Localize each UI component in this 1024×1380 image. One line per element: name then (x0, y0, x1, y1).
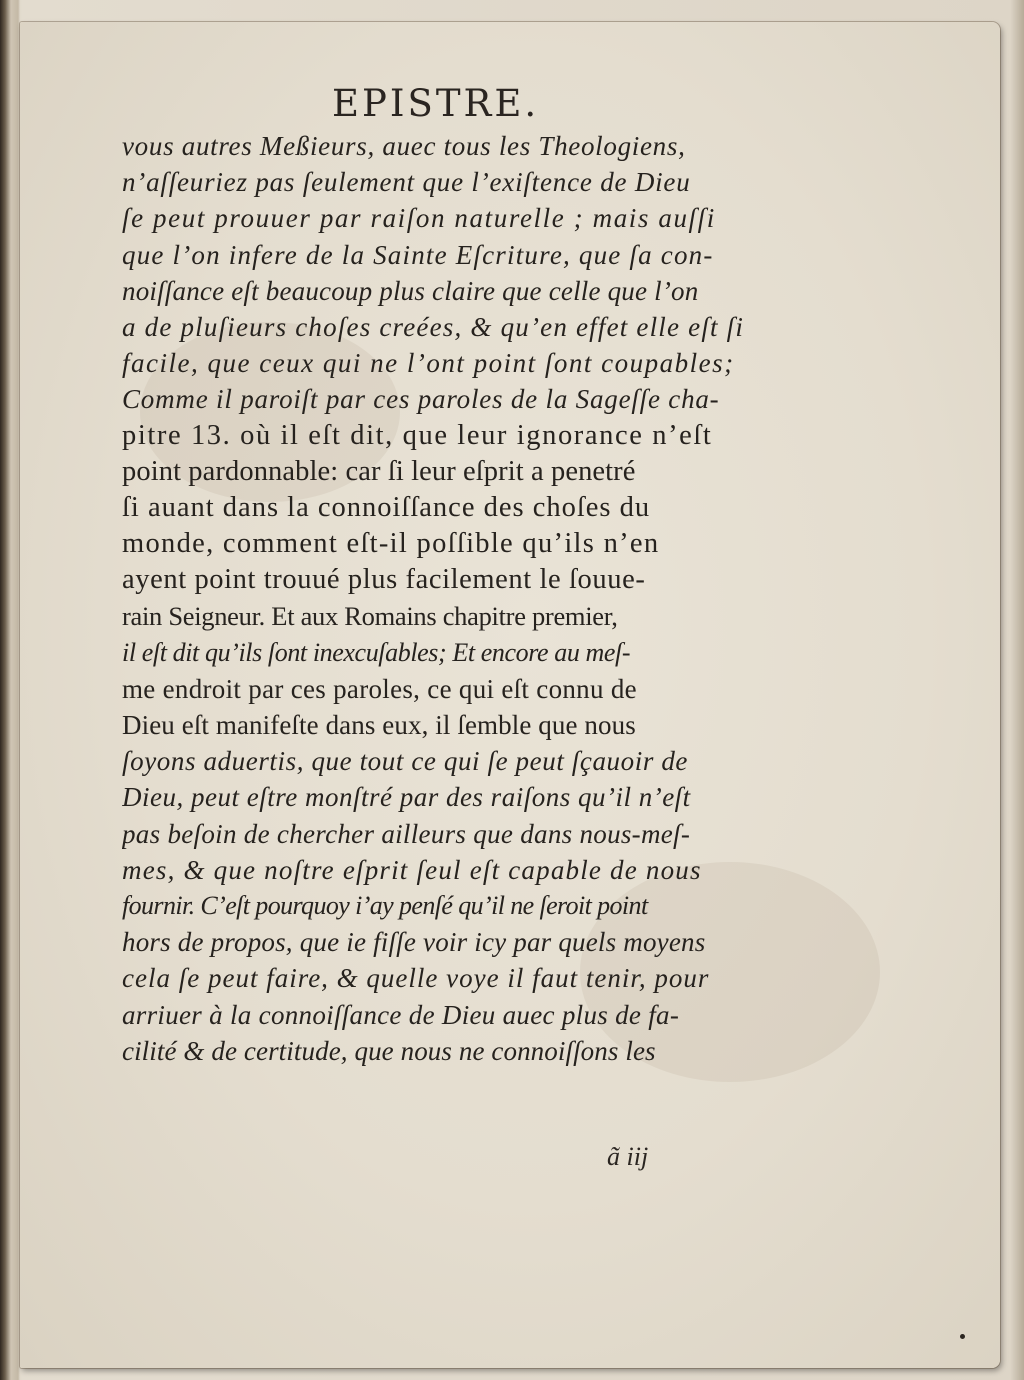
ink-speck (960, 1334, 965, 1339)
text-line: a de pluſieurs choſes creées, & qu’en effet elle eſt ſi (122, 311, 745, 342)
text-line: Comme il paroiſt par ces paroles de la Sageſſe cha- (122, 384, 720, 415)
text-line: Dieu, peut eſtre monſtré par des raiſons qu’il n’eſt (122, 782, 691, 813)
text-line: noiſſance eſt beaucoup plus claire que celle que l’on (122, 275, 699, 306)
text-line: me endroit par ces paroles, ce qui eſt connu de (122, 673, 637, 704)
book-page (20, 22, 1000, 1368)
text-line: facile, que ceux qui ne l’ont point ſont coupables; (122, 348, 735, 379)
text-line: ſi auant dans la connoiſſance des choſes du (122, 491, 651, 523)
text-line: cilité & de certitude, que nous ne connoiſſons les (122, 1035, 656, 1066)
text-line: cela ſe peut faire, & quelle voye il faut tenir, pour (122, 963, 710, 994)
text-line: fournir. C’eſt pourquoy i’ay penſé qu’il ne ſeroit point (122, 890, 648, 920)
text-line: n’aſſeuriez pas ſeulement que l’exiſtence de Dieu (122, 167, 691, 198)
signature-mark: ã iij (607, 1142, 649, 1171)
text-line: point pardonnable: car ſi leur eſprit a penetré (122, 455, 636, 487)
text-line: arriuer à la connoiſſance de Dieu auec plus de fa- (122, 999, 680, 1030)
text-line: hors de propos, que ie fiſſe voir icy par quels moyens (122, 927, 706, 958)
text-line: Dieu eſt manifeſte dans eux, il ſemble que nous (122, 710, 636, 740)
text-line: rain Seigneur. Et aux Romains chapitre premier, (122, 601, 618, 632)
body-text (122, 128, 782, 1069)
text-line: ſe peut prouuer par raiſon naturelle ; mais auſſi (122, 203, 716, 234)
text-line: ſoyons aduertis, que tout ce qui ſe peut ſçauoir de (122, 746, 688, 777)
text-line: mes, & que noſtre eſprit ſeul eſt capable de nous (122, 854, 702, 885)
text-line: ayent point trouué plus facilement le ſouue- (122, 564, 646, 596)
page-heading: EPISTRE. (332, 82, 540, 125)
text-line: vous autres Meßieurs, auec tous les Theologiens, (122, 131, 686, 161)
text-line: que l’on infere de la Sainte Eſcriture, que ſa con- (122, 239, 714, 270)
text-line: pitre 13. où il eſt dit, que leur ignorance n’eſt (122, 419, 713, 451)
previous-leaf-edge (0, 0, 20, 1380)
text-line: monde, comment eſt-il poſſible qu’ils n’en (122, 528, 660, 560)
text-line: il eſt dit qu’ils ſont inexcuſables; Et encore au meſ- (122, 637, 631, 667)
text-line: pas beſoin de chercher ailleurs que dans nous-meſ- (122, 818, 691, 849)
